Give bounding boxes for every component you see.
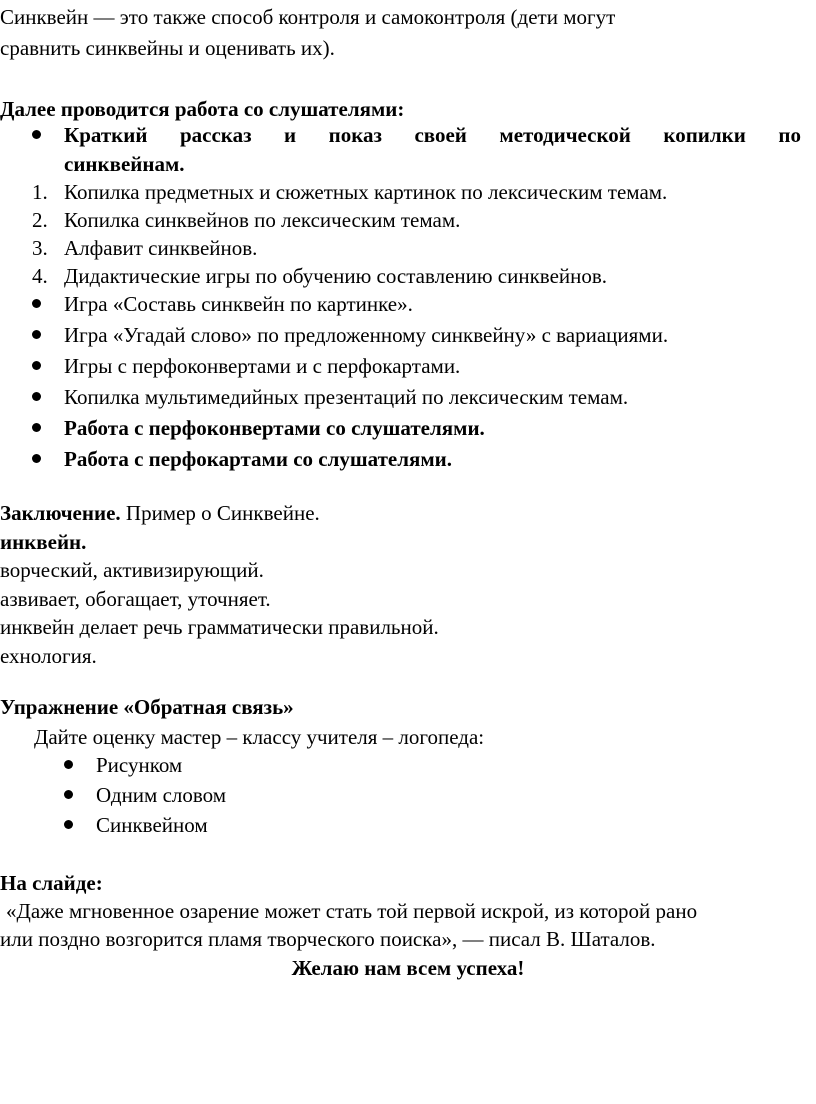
- intro-line-1: Синквейн — это также способ контроля и самоконтроля (дети могут: [0, 5, 616, 29]
- sinkwine-line: азвивает, обогащает, уточняет.: [0, 587, 271, 611]
- conclusion-line: [0, 498, 320, 528]
- sinkwine-line: инквейн делает речь грамматически правильной.: [0, 615, 439, 639]
- exercise-option: Синквейном: [96, 813, 208, 837]
- bullet-item: Игра «Составь синквейн по картинке».: [64, 292, 413, 316]
- conclusion-label: Заключение.: [0, 501, 121, 525]
- list-number: 1.: [32, 180, 48, 204]
- numbered-item: Алфавит синквейнов.: [64, 236, 258, 260]
- list-number: 2.: [32, 208, 48, 232]
- bold-item-word: Краткий: [64, 123, 148, 147]
- bold-bullet-item: Работа с перфокартами со слушателями.: [64, 447, 452, 471]
- bullet-icon: [32, 130, 41, 139]
- bold-item-word: копилки: [663, 123, 746, 147]
- bold-item-word: и: [284, 123, 297, 147]
- bullet-icon: [32, 392, 41, 401]
- slide-heading: На слайде:: [0, 871, 103, 895]
- bullet-item: Копилка мультимедийных презентаций по лексическим темам.: [64, 385, 629, 409]
- bullet-icon: [32, 299, 41, 308]
- exercise-prompt: Дайте оценку мастер – классу учителя – логопеда:: [34, 725, 485, 749]
- bullet-icon: [64, 760, 73, 769]
- bold-item-word: по: [778, 123, 801, 147]
- work-heading: Далее проводится работа со слушателями:: [0, 97, 405, 121]
- bullet-icon: [64, 790, 73, 799]
- numbered-item: Копилка синквейнов по лексическим темам.: [64, 208, 461, 232]
- bold-item-line-1: [64, 120, 801, 150]
- bullet-icon: [32, 423, 41, 432]
- sinkwine-line: ехнология.: [0, 644, 97, 668]
- conclusion-text: Пример о Синквейне.: [120, 501, 320, 525]
- numbered-item: Дидактические игры по обучению составлению синквейнов.: [64, 264, 608, 288]
- exercise-heading: Упражнение «Обратная связь»: [0, 695, 294, 719]
- numbered-item: Копилка предметных и сюжетных картинок по лексическим темам.: [64, 180, 668, 204]
- quote-line-2: или поздно возгорится пламя творческого поиска», — писал В. Шаталов.: [0, 927, 656, 951]
- bullet-icon: [32, 454, 41, 463]
- bold-item-word: рассказ: [179, 123, 252, 147]
- bold-bullet-item: Работа с перфоконвертами со слушателями.: [64, 416, 485, 440]
- exercise-option: Рисунком: [96, 753, 183, 777]
- intro-line-2: сравнить синквейны и оценивать их).: [0, 36, 335, 60]
- closing-line: Желаю нам всем успеха!: [291, 956, 525, 980]
- bullet-icon: [32, 330, 41, 339]
- bold-item-word: показ: [328, 123, 382, 147]
- list-number: 3.: [32, 236, 48, 260]
- bullet-item: Игра «Угадай слово» по предложенному синквейну» с вариациями.: [64, 323, 669, 347]
- bullet-icon: [64, 820, 73, 829]
- bullet-item: Игры с перфоконвертами и с перфокартами.: [64, 354, 461, 378]
- exercise-option: Одним словом: [96, 783, 227, 807]
- sinkwine-line: ворческий, активизирующий.: [0, 558, 264, 582]
- bold-item-word: методической: [499, 123, 631, 147]
- bullet-icon: [32, 361, 41, 370]
- list-number: 4.: [32, 264, 48, 288]
- bold-item-word: своей: [414, 123, 467, 147]
- quote-line-1: «Даже мгновенное озарение может стать той первой искрой, из которой рано: [6, 899, 698, 923]
- sinkwine-title: инквейн.: [0, 530, 87, 554]
- bold-item-line-2: синквейнам.: [64, 152, 185, 176]
